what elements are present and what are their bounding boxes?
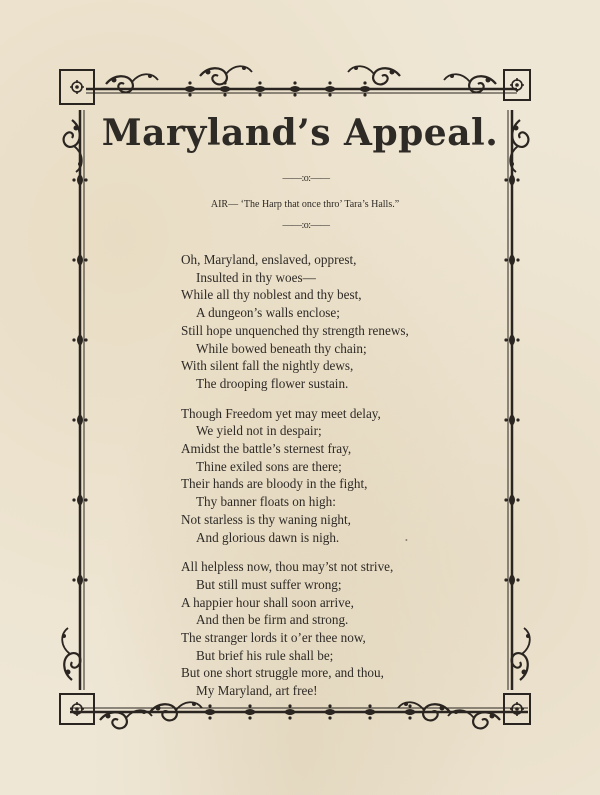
- poem-line: But one short struggle more, and thou,: [181, 665, 384, 681]
- poem-line: And then be firm and strong.: [196, 612, 349, 628]
- poem-line: Their hands are bloody in the fight,: [181, 476, 368, 492]
- air-tune-note: AIR— ‘The Harp that once thro’ Tara’s Halls.”: [210, 199, 400, 210]
- page-title: Maryland’s Appeal.: [101, 112, 499, 154]
- poem-line: Insulted in thy woes—: [196, 269, 316, 285]
- poem-line: Not starless is thy waning night,: [181, 511, 351, 527]
- poem-line: Though Freedom yet may meet delay,: [181, 405, 381, 421]
- poem-line: The stranger lords it o’er thee now,: [181, 630, 366, 646]
- poem-line: But brief his rule shall be;: [196, 647, 334, 663]
- poem-line: And glorious dawn is nigh.: [196, 529, 340, 545]
- poem-line: Still hope unquenched thy strength renews,: [181, 322, 409, 338]
- poem-line: Oh, Maryland, enslaved, opprest,: [181, 252, 357, 267]
- separator-top: ——:o:——: [282, 173, 330, 184]
- poem-body: [181, 251, 481, 712]
- stanza-1: [181, 251, 481, 393]
- poem-line: Thine exiled sons are there;: [196, 458, 342, 474]
- poem-line: Amidst the battle’s sternest fray,: [181, 441, 352, 457]
- poem-line: A dungeon’s walls enclose;: [196, 305, 340, 321]
- stanza-2: [181, 405, 481, 547]
- poem-line: Thy banner floats on high:: [196, 494, 336, 510]
- poem-line: With silent fall the nightly dews,: [181, 358, 354, 374]
- poem-line: But still must suffer wrong;: [196, 576, 342, 592]
- poem-line: We yield not in despair;: [196, 423, 322, 439]
- separator-bottom: ——:o:——: [282, 220, 330, 231]
- poem-line: All helpless now, thou may’st not strive,: [181, 559, 394, 575]
- ink-speck: •: [405, 536, 408, 545]
- poem-line: While bowed beneath thy chain;: [196, 340, 367, 356]
- poem-line: My Maryland, art free!: [196, 683, 318, 699]
- stanza-3: [181, 558, 481, 700]
- poem-line: A happier hour shall soon arrive,: [181, 594, 354, 610]
- poem-line: The drooping flower sustain.: [196, 375, 349, 391]
- poem-line: While all thy noblest and thy best,: [181, 287, 362, 303]
